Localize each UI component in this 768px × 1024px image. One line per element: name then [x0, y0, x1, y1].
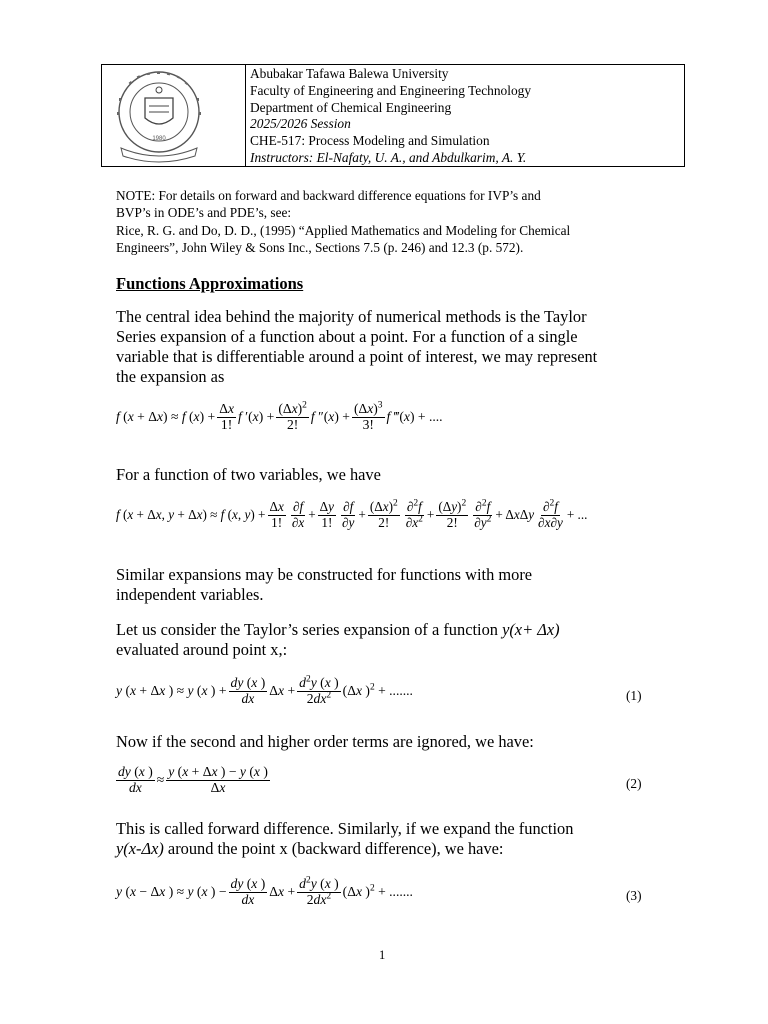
similar-expansions-paragraph	[116, 565, 676, 605]
equation-3-number: (3)	[626, 888, 642, 903]
equation-2: $\frac{dy (x )}{dx}$ ≈ $\frac{y (x + \Delta x ) - y (x )}{\Delta x}$	[118, 764, 268, 795]
two-variables-text: For a function of two variables, we have	[116, 465, 381, 484]
taylor-expansion-paragraph	[116, 620, 676, 660]
note-line: NOTE: For details on forward and backward difference equations for IVP’s and	[116, 188, 541, 203]
function-name: y(x-Δx)	[116, 839, 164, 858]
paragraph-line	[116, 620, 676, 640]
intro-paragraph	[116, 307, 676, 387]
faculty-name: Faculty of Engineering and Engineering Technology	[250, 82, 532, 98]
taylor-two-variable-equation: f (x + Δx, y + Δx) ≈ f (x, y) + $\frac{\Delta x}{1!}$ $\frac{\partial f}{\partial x}$ + $\frac{\Delta y}{1!}$ $\frac{\partial f}{\partial y}$ + $\frac{(\Delta x)^2}{2!}$ $\frac{\partial^2f}{\partial x^2}$ + $\frac{(\Delta y)^2}{2!}$ $\frac{\partial^2f}{\partial y^2}$ + ΔxΔy $\frac{\partial^2f}{\partial x\partial y}$ + ...	[116, 498, 588, 530]
page-number: 1	[379, 948, 386, 962]
paragraph-line: Similar expansions may be constructed for functions with more	[116, 565, 533, 584]
session: 2025/2026 Session	[250, 116, 351, 132]
paragraph-line: The central idea behind the majority of numerical methods is the Taylor	[116, 307, 587, 326]
university-seal-icon	[109, 68, 209, 164]
instructors: Instructors: El-Nafaty, U. A., and Abdulkarim, A. Y.	[250, 149, 527, 165]
equation-1-number: (1)	[626, 688, 642, 703]
equation-1: y (x + Δx ) ≈ y (x ) + $\frac{dy (x )}{dx}$ Δx + $\frac{d^2y (x )}{2dx^2}$ (Δx )$^2$ + .......	[116, 674, 413, 706]
svg-text:1980: 1980	[152, 136, 166, 142]
note-line: BVP’s in ODE’s and PDE’s, see:	[116, 205, 292, 221]
department-name: Department of Chemical Engineering	[250, 99, 452, 115]
paragraph-line: independent variables.	[116, 585, 264, 604]
equation-2-number: (2)	[626, 776, 642, 791]
course-title: CHE-517: Process Modeling and Simulation	[250, 133, 490, 149]
note-line: Rice, R. G. and Do, D. D., (1995) “Applied Mathematics and Modeling for Chemical	[116, 222, 571, 238]
equation-3: y (x − Δx ) ≈ y (x ) − $\frac{dy (x )}{dx}$ Δx + $\frac{d^2y (x )}{2dx^2}$ (Δx )$^2$ + .......	[116, 875, 413, 907]
function-name: y(x+ Δx)	[502, 620, 560, 639]
forward-difference-paragraph	[116, 819, 676, 859]
paragraph-line	[116, 839, 676, 859]
header-divider	[245, 64, 246, 167]
taylor-single-variable-equation: f (x + Δx) ≈ f (x) + $\frac{\Delta x}{1!}$ f ′(x) + $\frac{(\Delta x)^2}{2!}$ f ″(x) + $\frac{(\Delta x)^3}{3!}$ f ‴(x) + ....	[116, 400, 443, 432]
text-span: around the point x (backward difference), we have:	[163, 839, 504, 858]
paragraph-line: variable that is differentiable around a point of interest, we may represent	[116, 347, 598, 366]
university-name: Abubakar Tafawa Balewa University	[250, 66, 449, 81]
ignored-terms-text: Now if the second and higher order terms are ignored, we have:	[116, 732, 534, 751]
note-line: Engineers”, John Wiley & Sons Inc., Sections 7.5 (p. 246) and 12.3 (p. 572).	[116, 240, 524, 256]
text-span: Let us consider the Taylor’s series expansion of a function	[116, 620, 503, 639]
header-text-block	[250, 66, 682, 167]
paragraph-line: Series expansion of a function about a point. For a function of a single	[116, 327, 578, 346]
paragraph-line: the expansion as	[116, 367, 225, 386]
paragraph-line: This is called forward difference. Similarly, if we expand the function	[116, 819, 574, 838]
note-paragraph	[116, 187, 676, 257]
paragraph-line: evaluated around point x,:	[116, 640, 288, 659]
section-title: Functions Approximations	[116, 274, 304, 293]
